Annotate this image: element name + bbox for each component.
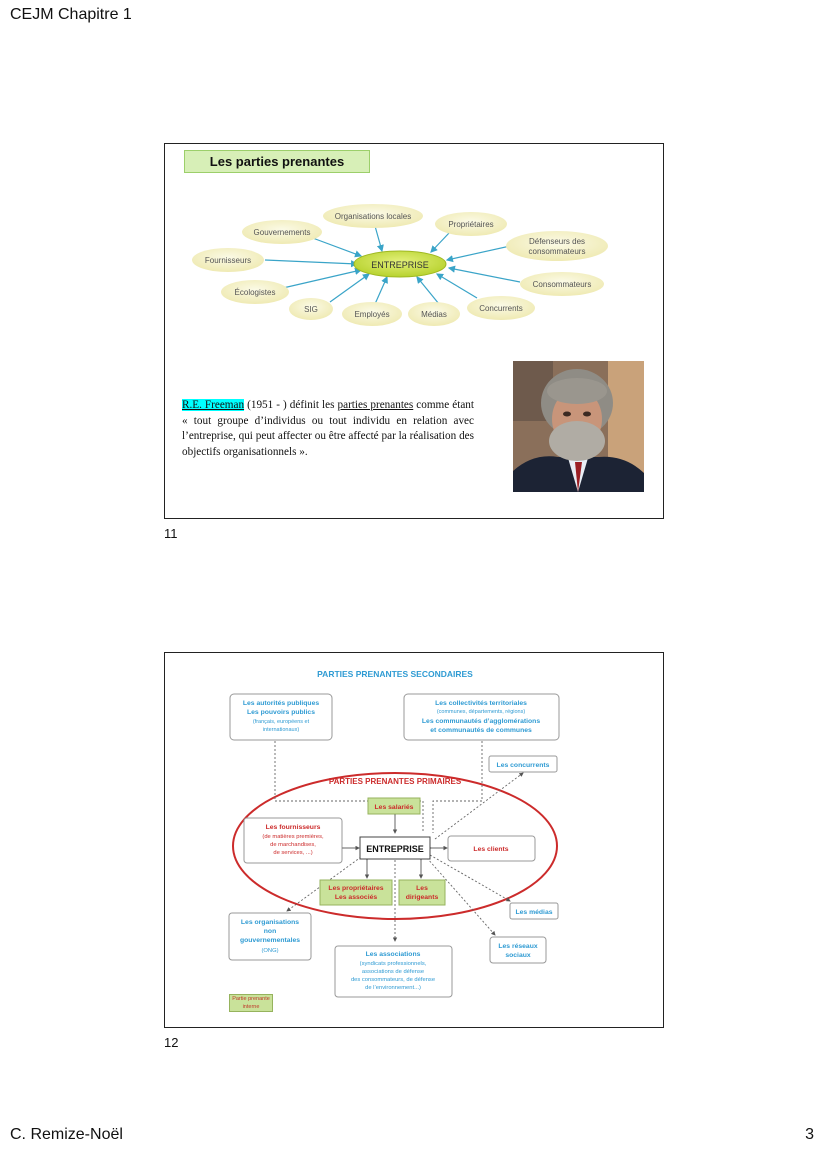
quote-dates: (1951 - ) définit les [244,399,338,411]
footer-author: C. Remize-Noël [10,1126,123,1143]
legend-line1: Partie prenante [232,996,270,1002]
ong-line3: gouvernementales [239,937,301,944]
autorites-line1: Les autorités publiques [242,700,320,707]
arrow-organisations-locales [375,226,382,251]
page-number: 3 [805,1126,814,1143]
arrow-defenseurs [447,246,510,260]
legend-internal [229,994,273,1012]
stakeholder-map [165,653,662,1026]
clients-label: Les clients [473,846,509,853]
associations-line5: de l’environnement...) [365,985,421,991]
slide-12 [164,652,664,1028]
quote-author: R.E. Freeman [182,399,245,411]
ong-line4: (ONG) [261,948,279,954]
slide-11 [164,143,664,519]
quote-rest: comme étant « tout groupe d’individus ou tout individu en relation avec l’entreprise, qui peut affecter ou être affecté par la réalisation des objectifs organisationnels ». [182,399,475,458]
ong-line2: non [263,928,277,935]
collectivites-line2: (communes, départements, régions) [436,709,526,715]
associations-line1: Les associations [365,951,421,958]
reseaux-line1: Les réseaux [498,943,538,950]
proprietaires-line1: Les propriétaires [328,885,384,892]
arrow-ecologistes [283,270,361,288]
stakeholder-diagram [165,144,665,344]
associations-line3: associations de défense [361,969,425,975]
arrow-sig [330,274,369,302]
node-concurrents: Concurrents [479,304,523,313]
bubble-defenseurs [506,231,608,261]
reseaux-line2: sociaux [505,952,531,959]
node-fournisseurs: Fournisseurs [204,256,252,265]
node-consommateurs: Consommateurs [532,280,592,289]
collectivites-line1: Les collectivités territoriales [435,700,527,707]
salaries-label: Les salariés [374,804,414,811]
collectivites-line3: Les communautés d’agglomérations [421,718,541,725]
slide-title: Les parties prenantes [184,150,370,173]
box-dirigeants [399,880,445,905]
node-proprietaires: Propriétaires [448,220,494,229]
node-gouvernements: Gouvernements [253,228,311,237]
node-medias: Médias [421,310,447,319]
box-proprietaires [320,880,392,905]
ong-line1: Les organisations [240,919,300,926]
legend-line2: interne [242,1003,260,1010]
connector-collectivites [433,741,482,833]
fournisseurs-line1: Les fournisseurs [265,824,321,831]
medias-label: Les médias [515,909,553,916]
center-entreprise: ENTREPRISE [371,260,429,270]
arrow-consommateurs [449,268,520,282]
node-sig: SIG [304,305,318,314]
center-entreprise: ENTREPRISE [366,844,424,854]
autorites-line3: (français, européens et [252,719,310,725]
node-defenseurs-line2: consommateurs [528,247,586,256]
arrow-gouvernements [310,237,361,256]
slide-number-11: 11 [164,526,178,541]
concurrents-label: Les concurrents [496,762,550,769]
node-ecologistes: Écologistes [234,288,276,297]
node-organisations-locales: Organisations locales [334,212,412,221]
fournisseurs-line4: de services, ...) [273,850,313,856]
arrow-fournisseurs [265,260,357,264]
slide-number-12: 12 [164,1035,179,1050]
portrait-photo [513,361,644,492]
proprietaires-line2: Les associés [334,894,378,901]
autorites-line4: internationaux) [262,727,300,733]
page-header: CEJM Chapitre 1 [10,6,132,23]
primary-title: PARTIES PRENANTES PRIMAIRES [328,777,462,786]
arrow-employes [375,277,387,304]
fournisseurs-line3: de marchandises, [270,842,316,848]
arrow-proprietaires [431,232,450,252]
collectivites-line4: et communautés de communes [430,727,532,734]
box-reseaux [490,937,546,963]
freeman-quote [182,398,474,460]
node-employes: Employés [354,310,390,319]
fournisseurs-line2: (de matières premières, [262,834,324,840]
associations-line4: des consommateurs, de défense [350,977,436,983]
secondary-title: PARTIES PRENANTES SECONDAIRES [317,669,473,679]
arrow-medias [417,277,439,304]
quote-term: parties prenantes [337,399,414,411]
dirigeants-line2: dirigeants [405,894,439,901]
dirigeants-line1: Les [416,885,428,892]
arrow-concurrents [437,274,477,298]
node-defenseurs-line1: Défenseurs des [528,237,586,246]
associations-line2: (syndicats professionnels, [359,961,427,967]
autorites-line2: Les pouvoirs publics [247,709,315,716]
